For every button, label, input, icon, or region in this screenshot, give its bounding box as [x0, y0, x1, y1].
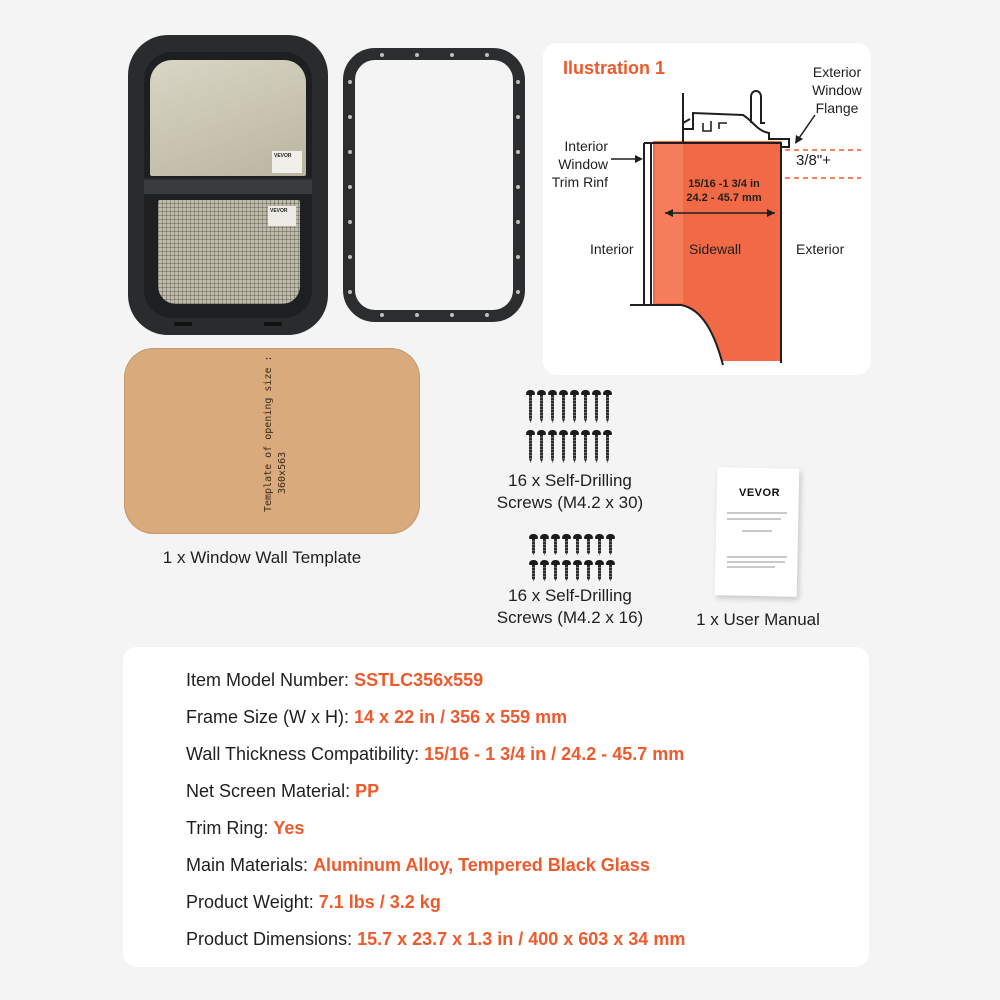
manual-text-line — [742, 530, 772, 532]
spec-value: Aluminum Alloy, Tempered Black Glass — [313, 855, 650, 875]
screw-short — [552, 534, 559, 556]
window-latch-left — [174, 322, 192, 326]
trim-ring-screw-hole — [516, 80, 520, 84]
trim-ring-image — [343, 48, 525, 322]
screw-long — [538, 390, 545, 424]
trim-ring-screw-hole — [348, 220, 352, 224]
screw-short — [585, 560, 592, 582]
template-caption: 1 x Window Wall Template — [162, 548, 362, 567]
window-mid-rail — [144, 178, 312, 196]
trim-ring-screw-hole — [516, 115, 520, 119]
screw-long — [604, 430, 611, 464]
trim-ring-screw-hole — [348, 255, 352, 259]
exterior-flange-label-line3: Flange — [815, 100, 859, 116]
window-flange-hook — [751, 91, 765, 123]
spec-value: PP — [355, 781, 380, 801]
template-print-line1: Template of opening size : — [263, 355, 274, 512]
spec-value: 15.7 x 23.7 x 1.3 in / 400 x 603 x 34 mm — [357, 929, 686, 949]
screw-short — [574, 534, 581, 556]
spec-label: Item Model Number: — [186, 670, 350, 690]
window-screen-sticker — [268, 206, 296, 226]
exterior-flange-label-line1: Exterior — [812, 64, 862, 80]
spec-value: 14 x 22 in / 356 x 559 mm — [354, 707, 568, 727]
screw-long — [527, 390, 534, 424]
trim-ring-screw-hole — [348, 150, 352, 154]
spec-panel — [123, 647, 869, 967]
screw-short — [563, 534, 570, 556]
manual-text-line — [727, 518, 781, 520]
screw-long — [549, 390, 556, 424]
wall-thickness-mm: 24.2 - 45.7 mm — [686, 192, 762, 204]
screw-short — [607, 534, 614, 556]
spec-row — [186, 779, 379, 803]
spec-label: Main Materials: — [186, 855, 309, 875]
screw-short — [585, 534, 592, 556]
window-sticker-text: VEVOR — [274, 153, 292, 159]
exterior-label: Exterior — [796, 241, 845, 257]
trim-ring-screw-hole — [516, 185, 520, 189]
manual-text-line — [727, 561, 785, 563]
screw-short — [530, 560, 537, 582]
illustration-title: Ilustration 1 — [563, 58, 666, 78]
screw-long — [538, 430, 545, 464]
screws-short-caption — [470, 585, 670, 629]
spec-label: Wall Thickness Compatibility: — [186, 744, 420, 764]
flange-dimension: 3/8"+ — [796, 152, 831, 169]
window-latch-right — [264, 322, 282, 326]
spec-row — [186, 853, 650, 877]
manual-text-line — [727, 512, 787, 514]
screw-short — [541, 534, 548, 556]
exterior-flange-label-line2: Window — [812, 82, 862, 98]
trim-ring-screw-hole — [348, 80, 352, 84]
screw-long — [604, 390, 611, 424]
spec-label: Net Screen Material: — [186, 781, 351, 801]
spec-row — [186, 705, 567, 729]
spec-value: 7.1 lbs / 3.2 kg — [318, 892, 441, 912]
screws-long-caption-line1: 16 x Self-Drilling — [508, 471, 632, 490]
trim-ring-screw-hole — [516, 255, 520, 259]
spec-label: Frame Size (W x H): — [186, 707, 350, 727]
trim-ring-screw-hole — [415, 53, 419, 57]
template-print — [262, 342, 290, 512]
interior-label: Interior — [590, 241, 634, 257]
trim-ring-screw-hole — [380, 53, 384, 57]
interior-trim-label-line3: Trim Rinf — [551, 174, 608, 190]
screw-short — [541, 560, 548, 582]
screw-short — [596, 534, 603, 556]
screws-long-image — [527, 390, 611, 464]
screw-long — [582, 390, 589, 424]
screw-long — [582, 430, 589, 464]
trim-ring-screw-hole — [348, 185, 352, 189]
trim-ring-screw-hole — [516, 150, 520, 154]
trim-ring-screw-hole — [516, 220, 520, 224]
trim-ring-screw-hole — [450, 313, 454, 317]
spec-label: Product Weight: — [186, 892, 314, 912]
trim-ring-screw-hole — [485, 313, 489, 317]
manual-brand-logo: VEVOR — [739, 487, 781, 499]
spec-label: Product Dimensions: — [186, 929, 353, 949]
spec-value: SSTLC356x559 — [354, 670, 484, 690]
trim-ring-screw-hole — [348, 115, 352, 119]
spec-value: 15/16 - 1 3/4 in / 24.2 - 45.7 mm — [424, 744, 685, 764]
sidewall-highlight — [655, 143, 683, 303]
trim-ring-screw-hole — [415, 313, 419, 317]
window-flange-detail — [703, 121, 727, 131]
screw-short — [530, 534, 537, 556]
trim-ring-screw-hole — [516, 290, 520, 294]
manual-text-line — [727, 566, 775, 568]
interior-trim-label — [548, 137, 608, 191]
screws-short-caption-line1: 16 x Self-Drilling — [508, 586, 632, 605]
exterior-flange-label — [807, 63, 867, 117]
spec-row — [186, 927, 685, 951]
screw-short — [574, 560, 581, 582]
window-glass-sticker — [272, 151, 302, 173]
wall-thickness-dimension — [664, 177, 784, 205]
trim-ring-screw-hole — [380, 313, 384, 317]
screw-long — [549, 430, 556, 464]
screw-long — [593, 390, 600, 424]
screw-short — [607, 560, 614, 582]
screw-short — [563, 560, 570, 582]
spec-row — [186, 890, 441, 914]
screws-long-caption-line2: Screws (M4.2 x 30) — [496, 493, 644, 512]
flange-pointer-head — [795, 135, 803, 144]
flange-pointer — [797, 115, 815, 141]
spec-value: Yes — [273, 818, 305, 838]
screw-short — [552, 560, 559, 582]
screw-long — [593, 430, 600, 464]
interior-trim-pointer-head — [635, 155, 643, 163]
window-flange-shape — [683, 93, 789, 147]
sidewall-label: Sidewall — [689, 241, 742, 257]
screw-long — [527, 430, 534, 464]
screw-short — [596, 560, 603, 582]
manual-caption: 1 x User Manual — [696, 610, 820, 629]
window-screen-sticker-text: VEVOR — [270, 208, 288, 214]
spec-row — [186, 668, 483, 692]
screw-long — [571, 430, 578, 464]
wall-thickness-in: 15/16 -1 3/4 in — [688, 178, 760, 190]
screw-long — [560, 390, 567, 424]
trim-ring-screw-hole — [348, 290, 352, 294]
spec-row — [186, 742, 684, 766]
screw-long — [560, 430, 567, 464]
interior-trim-label-line1: Interior — [564, 138, 608, 154]
screws-long-caption — [470, 470, 670, 514]
screws-short-image — [530, 534, 614, 582]
spec-row — [186, 816, 304, 840]
manual-text-line — [727, 556, 787, 558]
screw-long — [571, 390, 578, 424]
trim-ring-screw-hole — [485, 53, 489, 57]
spec-label: Trim Ring: — [186, 818, 269, 838]
trim-ring-screw-hole — [450, 53, 454, 57]
template-print-line2: 360x563 — [277, 451, 288, 494]
interior-trim-label-line2: Window — [558, 156, 608, 172]
screws-short-caption-line2: Screws (M4.2 x 16) — [496, 608, 644, 627]
